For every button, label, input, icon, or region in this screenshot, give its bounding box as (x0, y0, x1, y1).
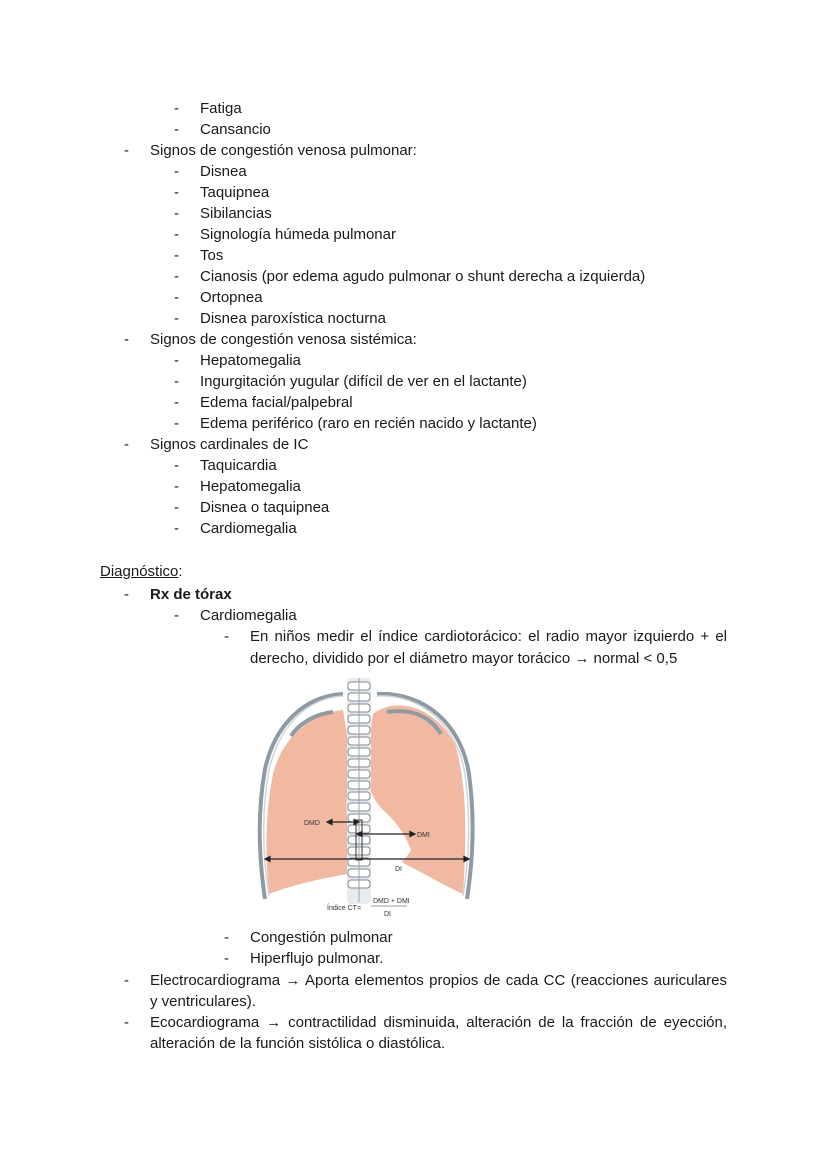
ecg-line-2: y ventriculares). (150, 993, 256, 1010)
bullet-dash: - (174, 184, 179, 201)
list-item: Cansancio (200, 121, 271, 138)
rx-title: Rx de tórax (150, 586, 232, 603)
list-item: Fatiga (200, 100, 242, 117)
list-item: Ingurgitación yugular (difícil de ver en el lactante) (200, 373, 527, 390)
ecg-line-1: Electrocardiograma → Aporta elementos propios de cada CC (reacciones auriculares (150, 972, 727, 989)
spine (347, 678, 371, 904)
list-item: Hepatomegalia (200, 478, 301, 495)
bullet-dash: - (174, 226, 179, 243)
list-item: Disnea o taquipnea (200, 499, 330, 516)
bullet-dash: - (224, 950, 229, 967)
list-item: Ortopnea (200, 289, 263, 306)
bullet-dash: - (174, 205, 179, 222)
list-item: Taquipnea (200, 184, 270, 201)
bullet-dash: - (124, 331, 129, 348)
ct-index-line-2: derecho, dividido por el diámetro mayor torácico → normal < 0,5 (250, 650, 678, 667)
bullet-dash: - (174, 352, 179, 369)
diagnosis-heading (100, 561, 183, 582)
list-item: Congestión pulmonar (250, 929, 393, 946)
bullet-dash: - (174, 100, 179, 117)
bullet-dash: - (124, 1014, 129, 1031)
bullet-dash: - (124, 586, 129, 603)
chest-xray-diagram (255, 674, 485, 924)
echo-line-1: Ecocardiograma → contractilidad disminuida, alteración de la fracción de eyección, (150, 1014, 727, 1031)
section-title-systemic: Signos de congestión venosa sistémica: (150, 331, 417, 348)
list-item: Cardiomegalia (200, 607, 297, 624)
label-di: DI (395, 866, 402, 873)
bullet-dash: - (174, 289, 179, 306)
bullet-dash: - (174, 520, 179, 537)
bullet-dash: - (174, 247, 179, 264)
list-item: Sibilancias (200, 205, 272, 222)
list-item: Hiperflujo pulmonar. (250, 950, 384, 967)
bullet-dash: - (174, 394, 179, 411)
bullet-dash: - (174, 310, 179, 327)
section-title-pulmonary: Signos de congestión venosa pulmonar: (150, 142, 417, 159)
bullet-dash: - (174, 268, 179, 285)
bullet-dash: - (174, 607, 179, 624)
list-item: Tos (200, 247, 224, 264)
section-title-cardinal: Signos cardinales de IC (150, 436, 309, 453)
diagnosis-heading-text: Diagnóstico (100, 563, 179, 580)
bullet-dash: - (174, 499, 179, 516)
formula-numerator: DMD + DMI (373, 898, 410, 905)
bullet-dash: - (174, 121, 179, 138)
list-item: Cardiomegalia (200, 520, 297, 537)
list-item: Disnea (200, 163, 247, 180)
echo-line-2: alteración de la función sistólica o diastólica. (150, 1035, 446, 1052)
diagnosis-heading-colon: : (178, 563, 183, 580)
bullet-dash: - (124, 142, 129, 159)
bullet-dash: - (174, 415, 179, 432)
bullet-dash: - (174, 163, 179, 180)
bullet-dash: - (174, 478, 179, 495)
list-item: Taquicardia (200, 457, 277, 474)
bullet-dash: - (224, 929, 229, 946)
bullet-dash: - (124, 436, 129, 453)
list-item: Cianosis (por edema agudo pulmonar o shunt derecha a izquierda) (200, 268, 646, 285)
bullet-dash: - (174, 457, 179, 474)
list-item: Hepatomegalia (200, 352, 301, 369)
bullet-dash: - (124, 972, 129, 989)
bullet-dash: - (224, 628, 229, 645)
bullet-dash: - (174, 373, 179, 390)
label-dmi: DMI (417, 832, 430, 839)
label-dmd: DMD (304, 820, 320, 827)
formula-prefix: Índice CT= (327, 905, 362, 912)
list-item: Signología húmeda pulmonar (200, 226, 396, 243)
formula-denominator: DI (384, 911, 391, 918)
list-item: Edema periférico (raro en recién nacido y lactante) (200, 415, 537, 432)
ct-index-line-1: En niños medir el índice cardiotorácico: el radio mayor izquierdo + el (250, 628, 727, 645)
list-item: Disnea paroxística nocturna (200, 310, 386, 327)
list-item: Edema facial/palpebral (200, 394, 353, 411)
